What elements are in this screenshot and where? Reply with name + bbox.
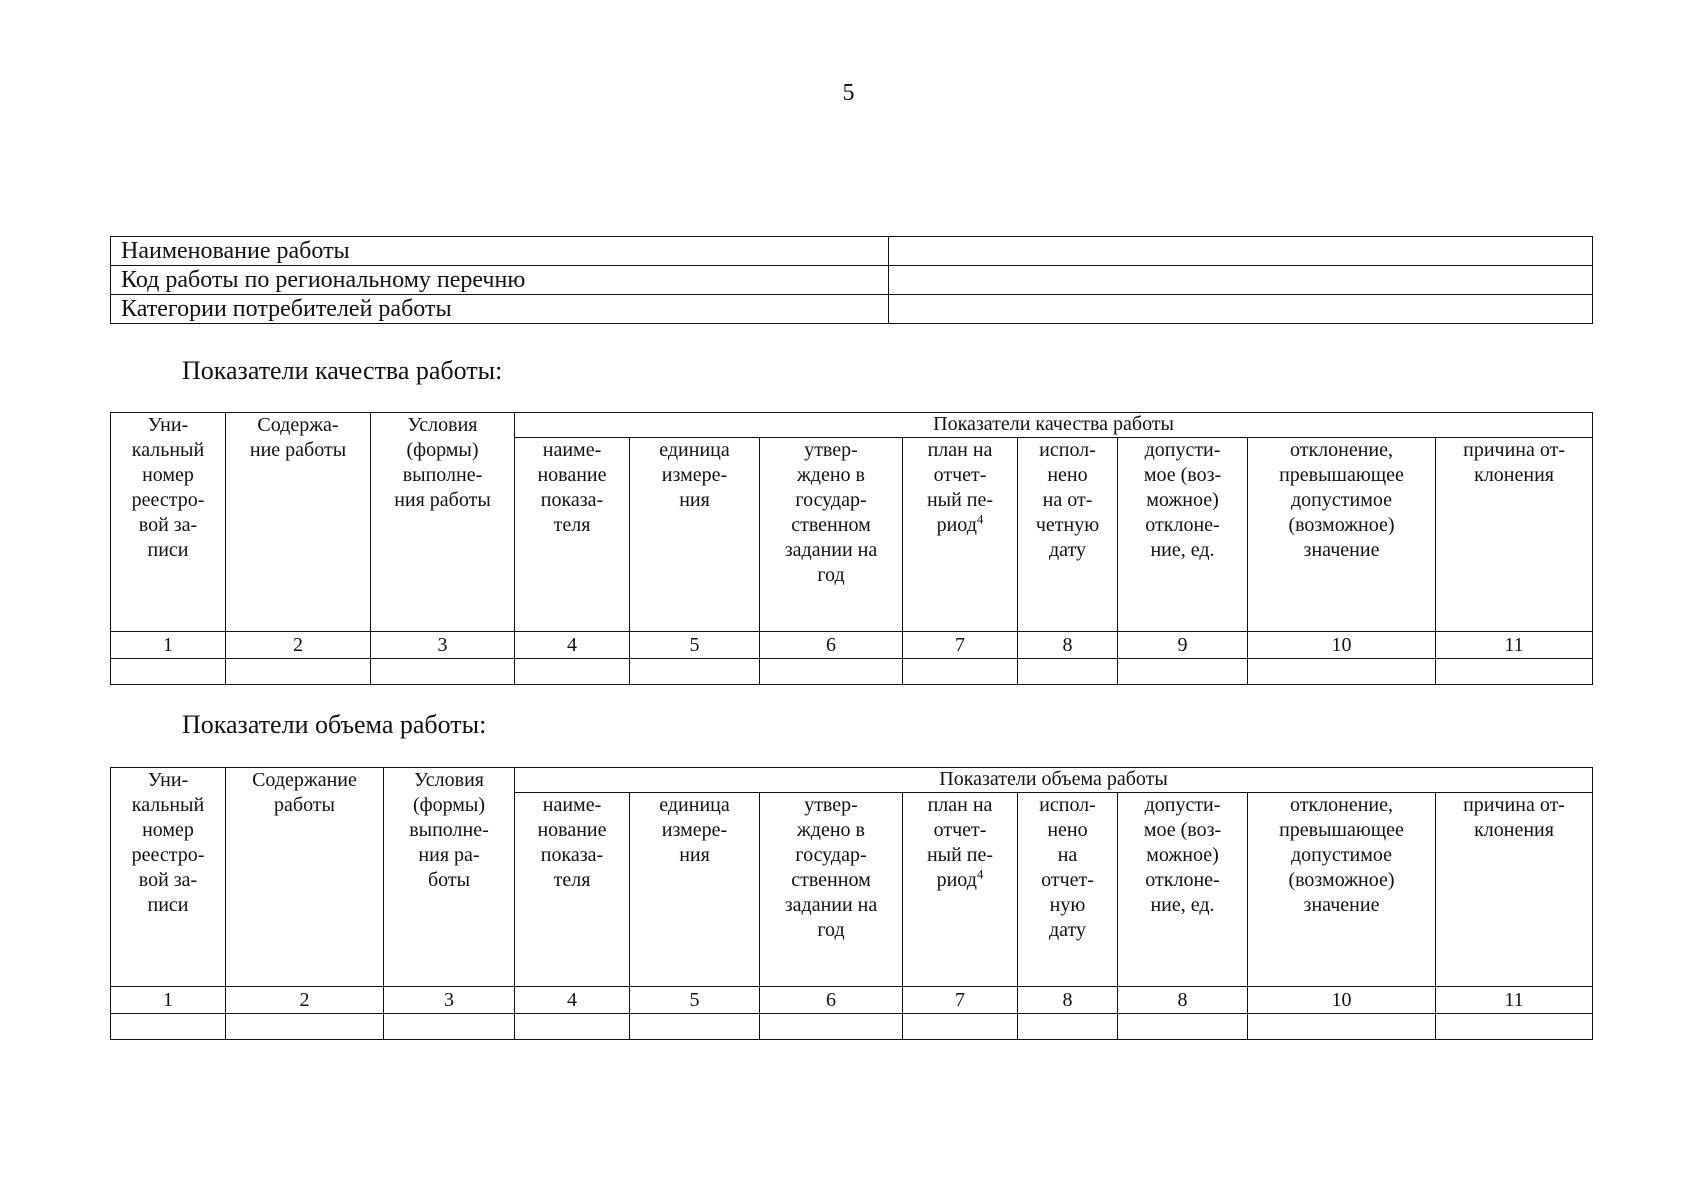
header-row: [111, 768, 1593, 793]
column-number: 2: [226, 632, 371, 659]
table-cell: [371, 659, 515, 685]
column-number: 9: [1118, 632, 1248, 659]
table-cell: [1436, 659, 1593, 685]
column-number: 4: [515, 987, 630, 1014]
header-approved: утвер- ждено в государ- ственном задании на год: [760, 793, 903, 987]
table-cell: [903, 659, 1018, 685]
volume-section-heading: Показатели объема работы:: [182, 710, 487, 739]
quality-indicators-table: [110, 412, 1593, 685]
column-number: 5: [630, 632, 760, 659]
column-number: 8: [1018, 987, 1118, 1014]
table-row: [111, 1014, 1593, 1040]
header-indicator-name: наиме- нование показа- теля: [515, 793, 630, 987]
quality-section-heading: Показатели качества работы:: [182, 356, 503, 385]
table-cell: [384, 1014, 515, 1040]
header-executed: испол- нено на отчет- ную дату: [1018, 793, 1118, 987]
header-deviation-reason: причина от- клонения: [1436, 438, 1593, 632]
column-number: 7: [903, 632, 1018, 659]
header-approved: утвер- ждено в государ- ственном задании на год: [760, 438, 903, 632]
header-conditions: Условия (формы) выполне- ния ра- боты: [384, 768, 515, 987]
column-number: 7: [903, 987, 1018, 1014]
header-quality-group: Показатели качества работы: [515, 413, 1593, 438]
info-value-work-name: [889, 237, 1593, 266]
column-numbers-row: [111, 632, 1593, 659]
header-row: [111, 413, 1593, 438]
header-unit: единица измере- ния: [630, 793, 760, 987]
column-number: 3: [384, 987, 515, 1014]
column-number: 8: [1018, 632, 1118, 659]
table-cell: [630, 659, 760, 685]
table-cell: [1248, 1014, 1436, 1040]
table-cell: [515, 659, 630, 685]
header-deviation-reason: причина от- клонения: [1436, 793, 1593, 987]
column-number: 5: [630, 987, 760, 1014]
info-row: [111, 295, 1593, 324]
table-cell: [226, 1014, 384, 1040]
table-cell: [1248, 659, 1436, 685]
table-cell: [760, 659, 903, 685]
info-label-work-name: Наименование работы: [111, 237, 889, 266]
header-conditions: Условия (формы) выполне- ния работы: [371, 413, 515, 632]
work-info-table: [110, 236, 1593, 324]
header-indicator-name: наиме- нование показа- теля: [515, 438, 630, 632]
table-cell: [111, 1014, 226, 1040]
column-number: 2: [226, 987, 384, 1014]
column-number: 11: [1436, 632, 1593, 659]
column-number: 1: [111, 632, 226, 659]
header-excess-deviation: отклонение, превышающее допустимое (возможное) значение: [1248, 793, 1436, 987]
column-number: 11: [1436, 987, 1593, 1014]
column-number: 10: [1248, 632, 1436, 659]
table-cell: [760, 1014, 903, 1040]
header-excess-deviation: отклонение, превышающее допустимое (возможное) значение: [1248, 438, 1436, 632]
header-unit: единица измере- ния: [630, 438, 760, 632]
volume-indicators-table: [110, 767, 1593, 1040]
column-number: 3: [371, 632, 515, 659]
table-cell: [1018, 1014, 1118, 1040]
header-work-content: Содержа- ние работы: [226, 413, 371, 632]
info-value-consumer-categories: [889, 295, 1593, 324]
column-numbers-row: [111, 987, 1593, 1014]
header-allowed-deviation: допусти- мое (воз- можное) отклоне- ние, ед.: [1118, 793, 1248, 987]
table-cell: [1436, 1014, 1593, 1040]
header-plan: план на отчет- ный пе- риод$^4$: [903, 438, 1018, 632]
table-cell: [1018, 659, 1118, 685]
info-row: [111, 237, 1593, 266]
column-number: 8: [1118, 987, 1248, 1014]
table-cell: [226, 659, 371, 685]
info-value-work-code: [889, 266, 1593, 295]
table-cell: [111, 659, 226, 685]
header-unique-number: Уни- кальный номер реестро- вой за- писи: [111, 768, 226, 987]
table-cell: [1118, 1014, 1248, 1040]
column-number: 4: [515, 632, 630, 659]
table-cell: [515, 1014, 630, 1040]
info-label-work-code: Код работы по региональному перечню: [111, 266, 889, 295]
column-number: 10: [1248, 987, 1436, 1014]
header-executed: испол- нено на от- четную дату: [1018, 438, 1118, 632]
header-volume-group: Показатели объема работы: [515, 768, 1593, 793]
header-allowed-deviation: допусти- мое (воз- можное) отклоне- ние, ед.: [1118, 438, 1248, 632]
table-cell: [903, 1014, 1018, 1040]
column-number: 1: [111, 987, 226, 1014]
info-label-consumer-categories: Категории потребителей работы: [111, 295, 889, 324]
footnote-mark: 4: [976, 511, 984, 527]
header-work-content: Содержание работы: [226, 768, 384, 987]
header-unique-number: Уни- кальный номер реестро- вой за- писи: [111, 413, 226, 632]
page-number: 5: [842, 80, 855, 106]
header-plan: план на отчет- ный пе- риод$^4$: [903, 793, 1018, 987]
table-cell: [630, 1014, 760, 1040]
table-cell: [1118, 659, 1248, 685]
footnote-mark: 4: [976, 866, 984, 882]
table-row: [111, 659, 1593, 685]
column-number: 6: [760, 987, 903, 1014]
info-row: [111, 266, 1593, 295]
column-number: 6: [760, 632, 903, 659]
